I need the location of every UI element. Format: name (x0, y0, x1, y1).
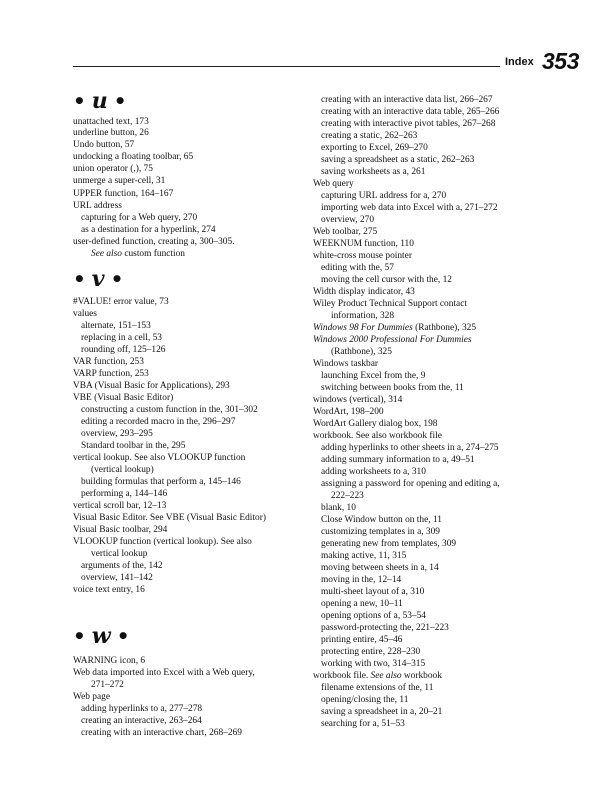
index-entry: Web toolbar, 275 (313, 227, 378, 237)
section-heading-u: • u • (73, 88, 127, 114)
index-subentry: exporting to Excel, 269–270 (321, 143, 428, 153)
index-entry: white-cross mouse pointer (313, 251, 412, 261)
index-subentry: saving a spreadsheet as a static, 262–263 (321, 155, 475, 165)
index-subentry: printing entire, 45–46 (321, 635, 403, 645)
index-entry: voice text entry, 16 (73, 585, 145, 595)
index-continuation: 271–272 (91, 680, 124, 690)
index-subentry: blank, 10 (321, 503, 356, 513)
index-subentry: capturing URL address for a, 270 (321, 191, 447, 201)
index-subentry: opening options of a, 53–54 (321, 611, 426, 621)
index-subentry: editing a recorded macro in the, 296–297 (81, 417, 236, 427)
index-subentry: overview, 141–142 (81, 573, 153, 583)
index-entry: #VALUE! error value, 73 (73, 297, 169, 307)
index-subentry: opening a new, 10–11 (321, 599, 403, 609)
index-entry: values (73, 309, 97, 319)
index-entry: VAR function, 253 (73, 357, 144, 367)
index-entry: unmerge a super-cell, 31 (73, 176, 166, 186)
index-continuation: information, 328 (331, 311, 395, 321)
index-entry: Visual Basic Editor. See VBE (Visual Basic Editor) (73, 513, 266, 523)
index-subentry: constructing a custom function in the, 301–302 (81, 405, 258, 415)
index-continuation: 222–223 (331, 491, 364, 501)
index-entry: VBA (Visual Basic for Applications), 293 (73, 381, 230, 391)
index-subentry: overview, 293–295 (81, 429, 153, 439)
index-entry: VARP function, 253 (73, 369, 149, 379)
index-subentry: Close Window button on the, 11 (321, 515, 442, 525)
running-header: Index (505, 56, 534, 68)
index-subentry: as a destination for a hyperlink, 274 (81, 225, 216, 235)
index-subentry: generating new from templates, 309 (321, 539, 457, 549)
index-entry: Windows taskbar (313, 359, 378, 369)
index-subentry: replacing in a cell, 53 (81, 333, 162, 343)
index-entry: Web query (313, 179, 354, 189)
page-number: 353 (542, 48, 579, 74)
index-entry: Wiley Product Technical Support contact (313, 299, 467, 309)
index-subentry: protecting entire, 228–230 (321, 647, 421, 657)
header-rule (73, 66, 500, 67)
index-subentry: adding summary information to a, 49–51 (321, 455, 475, 465)
index-subentry: capturing for a Web query, 270 (81, 213, 198, 223)
index-subentry: password-protecting the, 221–223 (321, 623, 449, 633)
index-entry: vertical lookup. See also VLOOKUP function (73, 453, 246, 463)
index-entry: WordArt Gallery dialog box, 198 (313, 419, 438, 429)
index-subentry: performing a, 144–146 (81, 489, 168, 499)
see-also-line: See also custom function (91, 249, 185, 259)
index-continuation: (Rathbone), 325 (331, 347, 392, 357)
index-subentry: arguments of the, 142 (81, 561, 163, 571)
index-subentry: customizing templates in a, 309 (321, 527, 440, 537)
index-entry: WordArt, 198–200 (313, 407, 384, 417)
index-continuation: (vertical lookup) (91, 465, 154, 475)
index-subentry: overview, 270 (321, 215, 375, 225)
index-subentry: alternate, 151–153 (81, 321, 151, 331)
index-subentry: opening/closing the, 11 (321, 695, 409, 705)
index-subentry: filename extensions of the, 11 (321, 683, 434, 693)
index-subentry: creating an interactive, 263–264 (81, 716, 202, 726)
index-entry: user-defined function, creating a, 300–305. (73, 237, 235, 247)
index-entry: workbook. See also workbook file (313, 431, 442, 441)
section-heading-v: • v • (73, 266, 124, 292)
index-entry: Web data imported into Excel with a Web query, (73, 668, 255, 678)
index-subentry: creating with interactive pivot tables, 267–268 (321, 119, 496, 129)
index-continuation: vertical lookup (91, 549, 148, 559)
index-subentry: launching Excel from the, 9 (321, 371, 426, 381)
index-subentry: adding hyperlinks to a, 277–278 (81, 704, 203, 714)
index-entry: Web page (73, 692, 110, 702)
index-entry: WARNING icon, 6 (73, 656, 146, 666)
index-subentry: moving in the, 12–14 (321, 575, 402, 585)
index-subentry: moving between sheets in a, 14 (321, 563, 439, 573)
index-entry: windows (vertical), 314 (313, 395, 403, 405)
index-subentry: creating with an interactive data list, 266–267 (321, 95, 493, 105)
index-subentry: Standard toolbar in the, 295 (81, 441, 186, 451)
index-entry: Undo button, 57 (73, 140, 135, 150)
index-subentry: searching for a, 51–53 (321, 719, 405, 729)
index-subentry: adding hyperlinks to other sheets in a, 274–275 (321, 443, 499, 453)
index-subentry: saving a spreadsheet in a, 20–21 (321, 707, 443, 717)
index-entry: WEEKNUM function, 110 (313, 239, 414, 249)
index-subentry: multi-sheet layout of a, 310 (321, 587, 425, 597)
index-entry: union operator (,), 75 (73, 164, 153, 174)
index-subentry: creating a static, 262–263 (321, 131, 418, 141)
index-subentry: working with two, 314–315 (321, 659, 426, 669)
index-subentry: importing web data into Excel with a, 271–272 (321, 203, 498, 213)
index-subentry: creating with an interactive chart, 268–269 (81, 728, 242, 738)
index-subentry: editing with the, 57 (321, 263, 394, 273)
index-subentry: making active, 11, 315 (321, 551, 407, 561)
index-entry: undocking a floating toolbar, 65 (73, 152, 194, 162)
index-subentry: saving worksheets as a, 261 (321, 167, 426, 177)
index-entry: VLOOKUP function (vertical lookup). See also (73, 537, 252, 547)
index-entry-title: Windows 98 For Dummies (Rathbone), 325 (313, 323, 477, 333)
index-entry: UPPER function, 164–167 (73, 189, 174, 199)
index-entry: workbook file. See also workbook (313, 671, 442, 681)
index-entry: VBE (Visual Basic Editor) (73, 393, 174, 403)
index-subentry: adding worksheets to a, 310 (321, 467, 426, 477)
index-entry: Visual Basic toolbar, 294 (73, 525, 168, 535)
index-entry: vertical scroll bar, 12–13 (73, 501, 167, 511)
index-entry: unattached text, 173 (73, 117, 149, 127)
index-entry-title: Windows 2000 Professional For Dummies (313, 335, 472, 345)
index-subentry: switching between books from the, 11 (321, 383, 464, 393)
index-subentry: building formulas that perform a, 145–146 (81, 477, 241, 487)
index-entry: underline button, 26 (73, 128, 149, 138)
index-subentry: assigning a password for opening and editing a, (321, 479, 500, 489)
index-subentry: moving the cell cursor with the, 12 (321, 275, 452, 285)
index-entry: Width display indicator, 43 (313, 287, 415, 297)
index-subentry: rounding off, 125–126 (81, 345, 166, 355)
index-entry: URL address (73, 201, 122, 211)
section-heading-w: • w • (73, 623, 130, 649)
index-subentry: creating with an interactive data table, 265–266 (321, 107, 500, 117)
